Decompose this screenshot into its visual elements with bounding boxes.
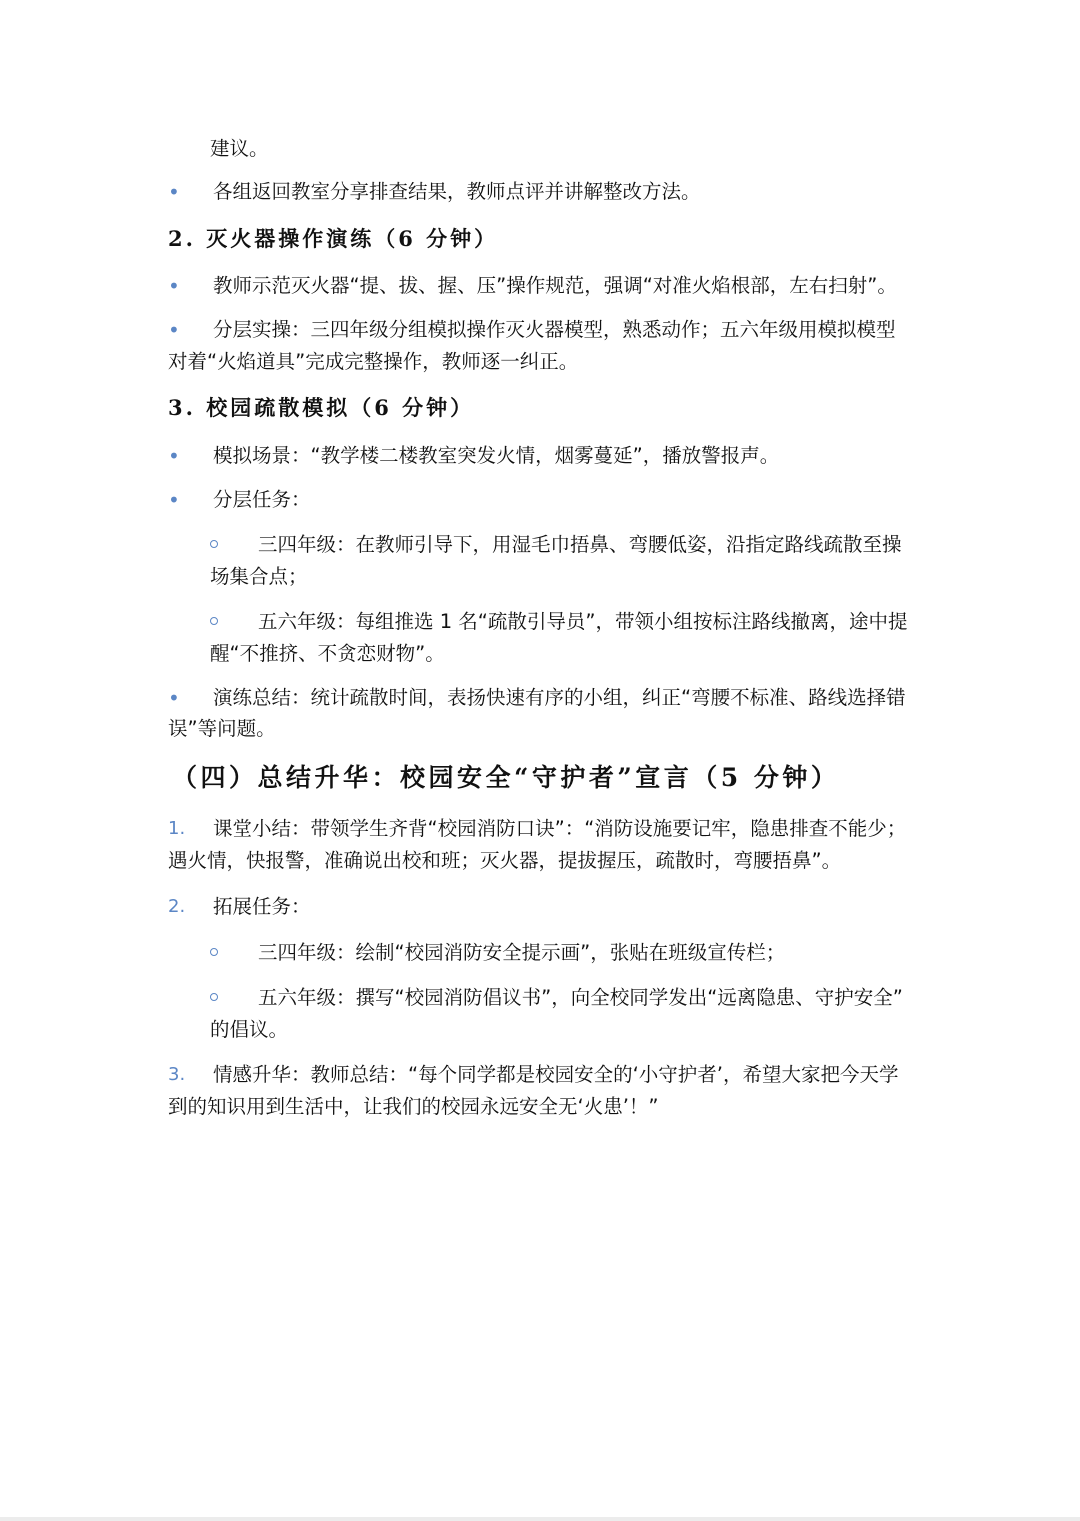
bullet-item-text: 教师示范灭火器“提、拔、握、压”操作规范，强调“对准火焰根部，左右扫射”。 [213,274,897,297]
bullet-item-text: 演练总结：统计疏散时间，表扬快速有序的小组，纠正“弯腰不标准、路线选择错 [213,686,906,709]
bullet-icon: • [168,318,180,342]
bullet-item-text: 各组返回教室分享排查结果，教师点评并讲解整改方法。 [213,180,701,203]
page-bottom-border [0,1517,1080,1521]
bullet-item-text: 分层实操：三四年级分组模拟操作灭火器模型，熟悉动作；五六年级用模拟模型 [213,318,896,341]
sub-bullet-text: 五六年级：每组推选 1 名“疏散引导员”，带领小组按标注路线撤离，途中提 [258,610,908,633]
circle-bullet-icon [210,948,218,956]
list-number: 2. [168,896,186,917]
sub-bullet-text: 三四年级：绘制“校园消防安全提示画”，张贴在班级宣传栏； [258,941,786,964]
numbered-item-text: 课堂小结：带领学生齐背“校园消防口诀”：“消防设施要记牢，隐患排查不能少； [213,817,907,840]
bullet-item-text: 模拟场景：“教学楼二楼教室突发火情，烟雾蔓延”，播放警报声。 [213,444,780,467]
bullet-icon: • [168,180,180,204]
section-heading: 2. 灭火器操作演练（6 分钟） [168,226,499,251]
sub-bullet-text-continued: 场集合点； [210,565,308,588]
sub-bullet-text-continued: 的倡议。 [210,1018,289,1041]
bullet-icon: • [168,444,180,468]
sub-bullet-text: 五六年级：撰写“校园消防倡议书”，向全校同学发出“远离隐患、守护安全” [258,986,903,1009]
circle-bullet-icon [210,993,218,1001]
numbered-item-text: 拓展任务： [213,895,311,918]
bullet-icon: • [168,686,180,710]
bullet-icon: • [168,274,180,298]
list-number: 1. [168,818,186,839]
sub-bullet-text: 三四年级：在教师引导下，用湿毛巾捂鼻、弯腰低姿，沿指定路线疏散至操 [258,533,902,556]
numbered-item-text: 情感升华：教师总结：“每个同学都是校园安全的‘小守护者’，希望大家把今天学 [213,1063,899,1086]
circle-bullet-icon [210,617,218,625]
circle-bullet-icon [210,540,218,548]
sub-bullet-text-continued: 醒“不推挤、不贪恋财物”。 [210,642,445,665]
bullet-item-text-continued: 对着“火焰道具”完成完整操作，教师逐一纠正。 [168,350,579,373]
bullet-icon: • [168,488,180,512]
chapter-heading: （四）总结升华：校园安全“守护者”宣言（5 分钟） [172,763,840,792]
numbered-item-text-continued: 遇火情，快报警，准确说出校和班；灭火器，提拔握压，疏散时，弯腰捂鼻”。 [168,849,842,872]
paragraph-line: 建议。 [210,137,269,160]
bullet-item-text-continued: 误”等问题。 [168,717,276,740]
numbered-item-text-continued: 到的知识用到生活中，让我们的校园永远安全无‘火患’！” [168,1095,659,1118]
section-heading: 3. 校园疏散模拟（6 分钟） [168,395,475,420]
list-number: 3. [168,1064,186,1085]
bullet-item-text: 分层任务： [213,488,311,511]
